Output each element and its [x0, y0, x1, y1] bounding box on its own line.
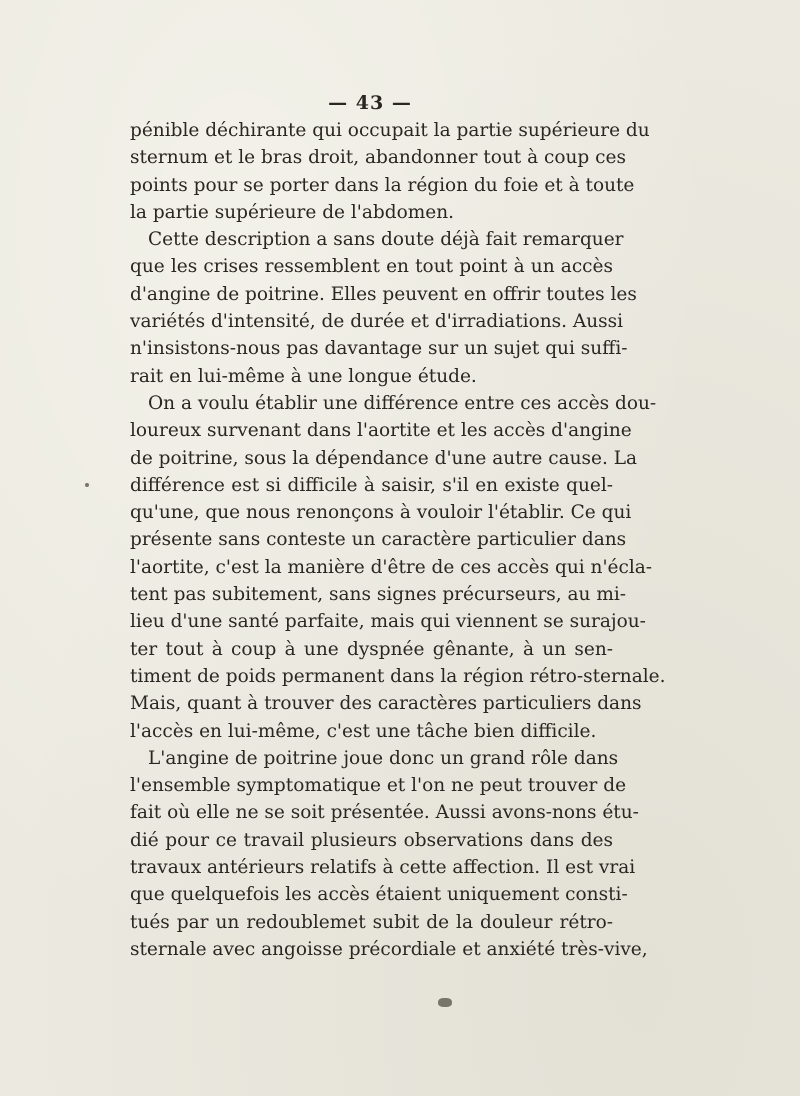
- text-line: de poitrine, sous la dépendance d'une autre cause. La: [130, 447, 638, 469]
- text-line: timent de poids permanent dans la région rétro-sternale.: [130, 665, 666, 687]
- text-line: qu'une, que nous renonçons à vouloir l'établir. Ce qui: [130, 502, 632, 524]
- text-line: ter tout à coup à une dyspnée gênante, à un sen-: [130, 638, 613, 660]
- page-number: — 43 —: [328, 92, 412, 114]
- text-line: l'ensemble symptomatique et l'on ne peut trouver de: [130, 775, 627, 797]
- text-line: que les crises ressemblent en tout point à un accès: [130, 256, 613, 278]
- text-line: Mais, quant à trouver des caractères particuliers dans: [130, 693, 642, 715]
- text-line: points pour se porter dans la région du foie et à toute: [130, 174, 635, 196]
- text-line: l'accès en lui-même, c'est une tâche bien difficile.: [130, 720, 597, 742]
- text-line: la partie supérieure de l'abdomen.: [130, 201, 455, 223]
- text-line: différence est si difficile à saisir, s'il en existe quel-: [130, 474, 613, 496]
- text-line: l'aortite, c'est la manière d'être de ces accès qui n'écla-: [130, 556, 653, 578]
- text-line: pénible déchirante qui occupait la partie supérieure du: [130, 120, 650, 141]
- text-line: sternum et le bras droit, abandonner tout à coup ces: [130, 147, 626, 169]
- text-line: L'angine de poitrine joue donc un grand rôle dans: [148, 747, 619, 769]
- text-line: présente sans conteste un caractère particulier dans: [130, 529, 627, 551]
- text-line: variétés d'intensité, de durée et d'irradiations. Aussi: [130, 311, 624, 333]
- text-line: On a voulu établir une différence entre ces accès dou-: [148, 392, 657, 414]
- text-line: fait où elle ne se soit présentée. Aussi avons-nons étu-: [130, 802, 639, 824]
- text-line: lieu d'une santé parfaite, mais qui viennent se surajou-: [130, 611, 646, 633]
- text-line: tent pas subitement, sans signes précurseurs, au mi-: [130, 584, 627, 606]
- body-text: [130, 117, 666, 963]
- text-line: loureux survenant dans l'aortite et les accès d'angine: [130, 420, 632, 442]
- text-line: travaux antérieurs relatifs à cette affection. Il est vrai: [130, 857, 636, 879]
- library-stamp: [438, 998, 452, 1007]
- text-line: d'angine de poitrine. Elles peuvent en offrir toutes les: [130, 283, 637, 305]
- text-line: sternale avec angoisse précordiale et anxiété très-vive,: [130, 938, 648, 960]
- text-line: tués par un redoublemet subit de la douleur rétro-: [130, 911, 613, 933]
- text-line: rait en lui-même à une longue étude.: [130, 365, 477, 387]
- text-line: que quelquefois les accès étaient uniquement consti-: [130, 884, 628, 906]
- text-line: dié pour ce travail plusieurs observations dans des: [130, 829, 613, 851]
- margin-mark: [85, 483, 89, 487]
- text-line: Cette description a sans doute déjà fait remarquer: [148, 229, 624, 251]
- text-line: n'insistons-nous pas davantage sur un sujet qui suffi-: [130, 338, 628, 360]
